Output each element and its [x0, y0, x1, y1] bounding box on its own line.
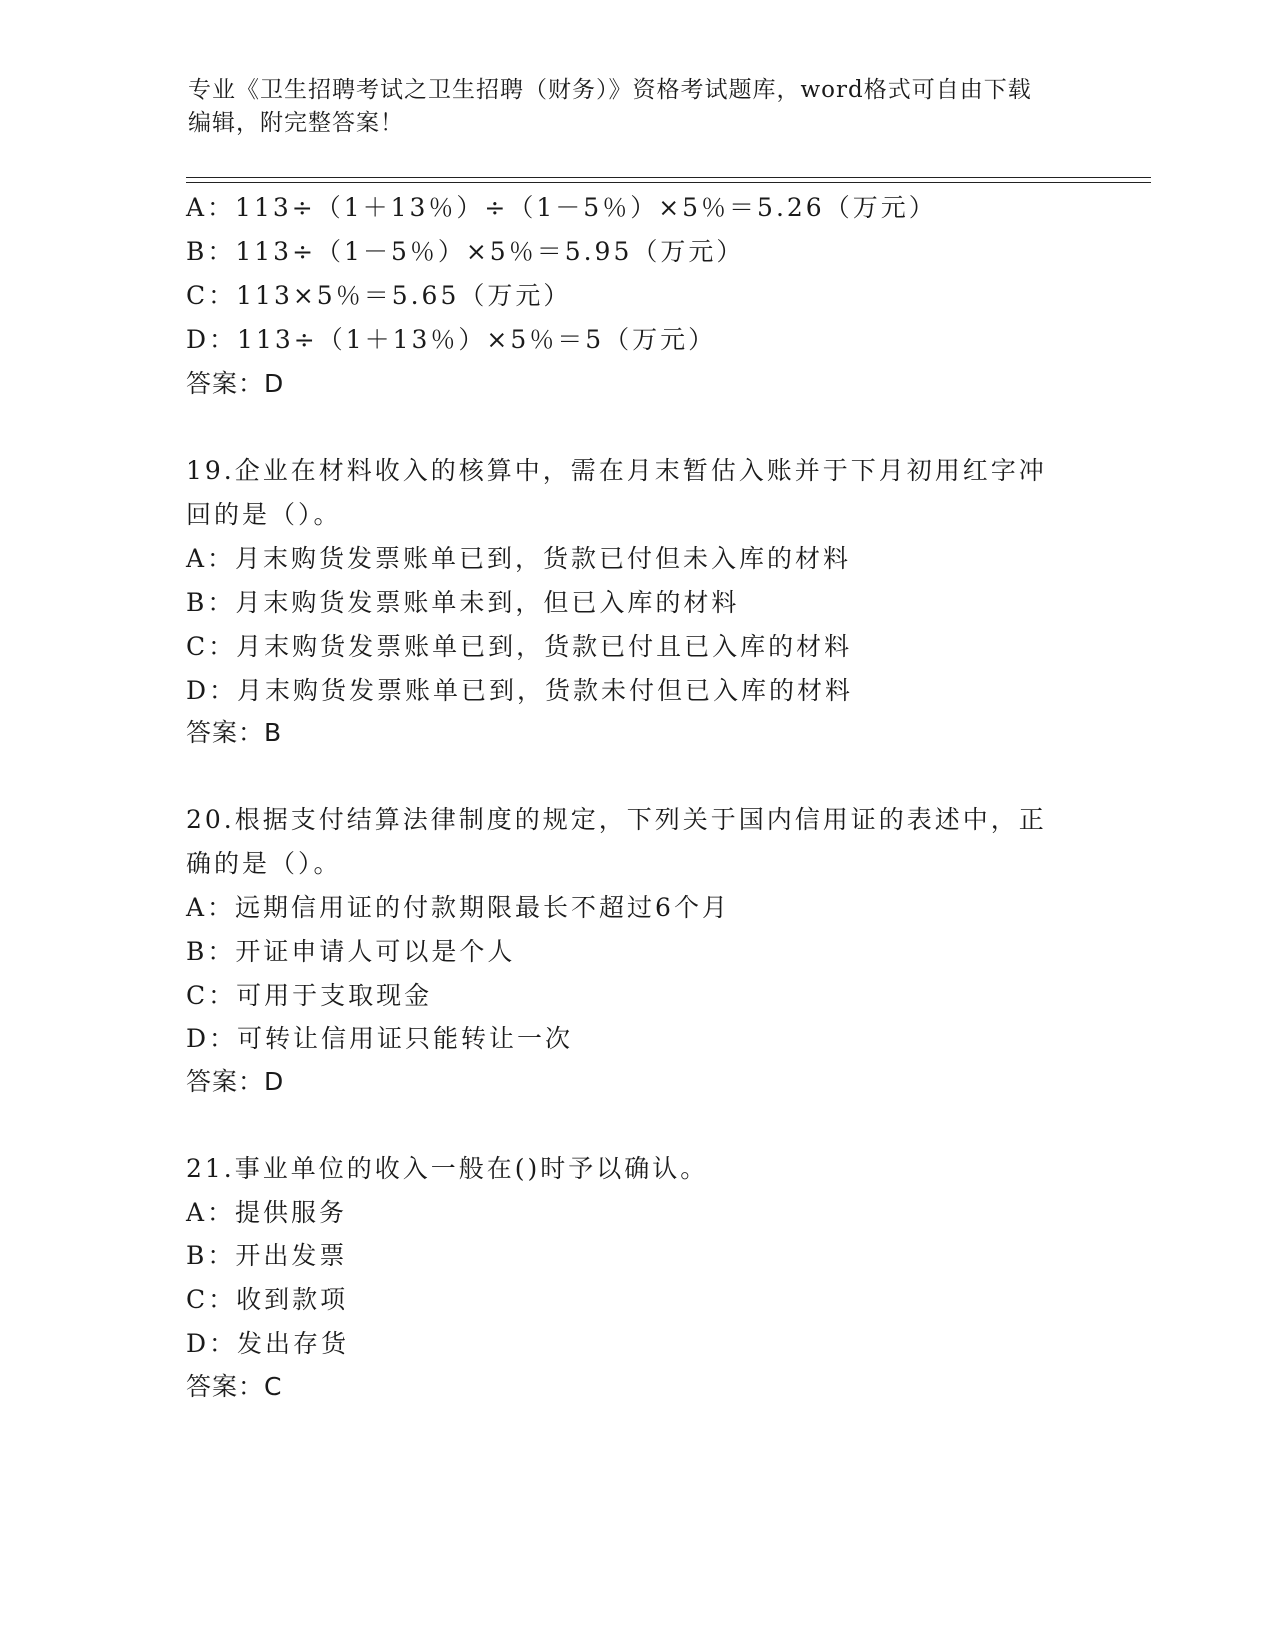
q20-option-b: B：开证申请人可以是个人 — [186, 937, 516, 966]
q20-stem-line-2: 确的是（）。 — [186, 849, 342, 878]
q18-answer: 答案：D — [186, 369, 285, 398]
q19-stem-line-1: 19.企业在材料收入的核算中，需在月末暂估入账并于下月初用红字冲 — [186, 456, 1047, 485]
q19-option-c: C：月末购货发票账单已到，货款已付且已入库的材料 — [186, 632, 853, 661]
q21-option-c: C：收到款项 — [186, 1285, 349, 1314]
q19-option-a: A：月末购货发票账单已到，货款已付但未入库的材料 — [186, 544, 852, 573]
q18-option-a: A：113÷（1＋13％）÷（1－5％）×5％＝5.26（万元） — [186, 193, 937, 222]
q20-answer: 答案：D — [186, 1067, 285, 1096]
q21-option-b: B：开出发票 — [186, 1241, 348, 1270]
q21-option-d: D：发出存货 — [186, 1329, 350, 1358]
header-divider-bottom — [186, 182, 1151, 183]
q20-option-c: C：可用于支取现金 — [186, 981, 433, 1010]
q20-option-d: D：可转让信用证只能转让一次 — [186, 1024, 574, 1053]
q19-stem-line-2: 回的是（）。 — [186, 500, 342, 529]
q20-option-a: A：远期信用证的付款期限最长不超过6个月 — [186, 893, 730, 922]
q19-answer: 答案：B — [186, 718, 283, 747]
q19-option-b: B：月末购货发票账单未到，但已入库的材料 — [186, 588, 740, 617]
q21-answer: 答案：C — [186, 1372, 283, 1401]
header-line-1: 专业《卫生招聘考试之卫生招聘（财务）》资格考试题库，word格式可自由下载 — [188, 77, 1032, 103]
header-divider-top — [186, 177, 1151, 178]
q18-option-b: B：113÷（1－5％）×5％＝5.95（万元） — [186, 237, 745, 266]
q18-option-d: D：113÷（1＋13％）×5％＝5（万元） — [186, 325, 717, 354]
header-line-2: 编辑，附完整答案！ — [188, 110, 404, 136]
document-header — [188, 74, 1088, 140]
q20-stem-line-1: 20.根据支付结算法律制度的规定，下列关于国内信用证的表述中，正 — [186, 805, 1047, 834]
q21-option-a: A：提供服务 — [186, 1198, 348, 1227]
q18-option-c: C：113×5％＝5.65（万元） — [186, 281, 572, 310]
q21-stem: 21.事业单位的收入一般在()时予以确认。 — [186, 1154, 709, 1183]
q19-option-d: D：月末购货发票账单已到，货款未付但已入库的材料 — [186, 676, 854, 705]
